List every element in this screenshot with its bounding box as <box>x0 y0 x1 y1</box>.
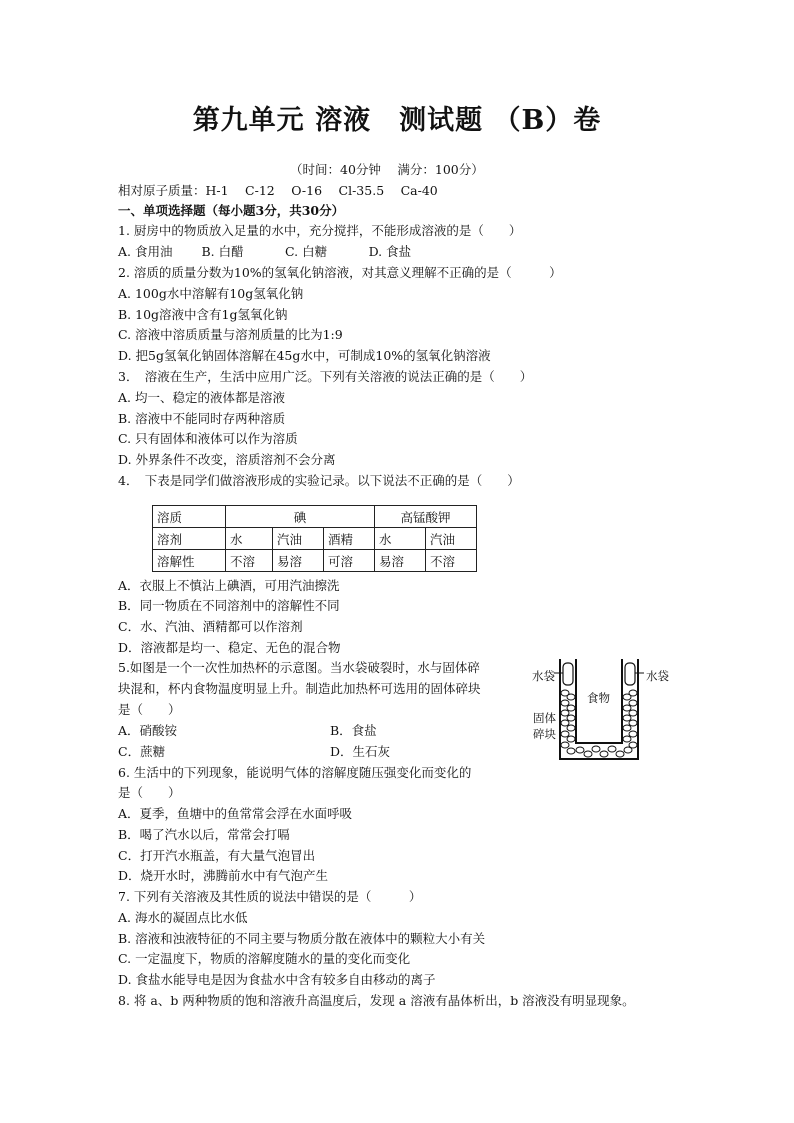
q6-option-a: A．夏季，鱼塘中的鱼常常会浮在水面呼吸 <box>118 806 353 821</box>
q5-option-c: C．蔗糖 <box>118 744 166 759</box>
page-title: 第九单元 溶液 测试题 （B）卷 <box>192 105 602 136</box>
q2-stem: 2. 溶质的质量分数为10%的氢氧化钠溶液，对其意义理解不正确的是（ ） <box>118 265 562 280</box>
figure-label-right-bag: 水袋 <box>646 669 669 683</box>
q4-option-c: C．水、汽油、酒精都可以作溶剂 <box>118 619 303 634</box>
q2-option-b: B. 10g溶液中含有1g氢氧化钠 <box>118 307 288 322</box>
figure-label-solid-1: 固体 <box>533 711 556 725</box>
q1-options: A. 食用油 B. 白醋 C. 白糖 D. 食盐 <box>118 244 412 259</box>
heating-cup-figure <box>530 655 670 765</box>
q2-option-c: C. 溶液中溶质质量与溶剂质量的比为1:9 <box>118 327 343 342</box>
q4-stem: 4． 下表是同学们做溶液形成的实验记录。以下说法不正确的是（ ） <box>118 473 520 488</box>
table-row <box>153 550 477 572</box>
q3-stem: 3． 溶液在生产，生活中应用广泛。下列有关溶液的说法正确的是（ ） <box>118 369 533 384</box>
q4-option-b: B．同一物质在不同溶剂中的溶解性不同 <box>118 598 340 613</box>
q5-stem-line2: 块混和，杯内食物温度明显上升。制造此加热杯可选用的固体碎块 <box>118 681 481 696</box>
table-row <box>153 506 477 528</box>
q4-option-a: A．衣服上不慎沾上碘酒，可用汽油擦洗 <box>118 578 340 593</box>
q8-stem: 8. 将 a、b 两种物质的饱和溶液升高温度后，发现 a 溶液有晶体析出，b 溶液没有明显现象。 <box>118 993 635 1008</box>
table-cell: 高锰酸钾 <box>375 506 477 528</box>
figure-label-solid-2: 碎块 <box>533 727 556 741</box>
atomic-mass: 相对原子质量：H-1 C-12 O-16 Cl-35.5 Ca-40 <box>118 183 438 198</box>
q3-option-c: C. 只有固体和液体可以作为溶质 <box>118 431 298 446</box>
q4-option-d: D．溶液都是均一、稳定、无色的混合物 <box>118 640 341 655</box>
table-cell: 水 <box>226 528 273 550</box>
table-cell: 可溶 <box>324 550 375 572</box>
q6-option-d: D．烧开水时，沸腾前水中有气泡产生 <box>118 868 329 883</box>
figure-label-food: 食物 <box>587 691 610 705</box>
q2-option-d: D. 把5g氢氧化钠固体溶解在45g水中，可制成10%的氢氧化钠溶液 <box>118 348 491 363</box>
table-cell: 溶剂 <box>153 528 226 550</box>
table-cell: 碘 <box>226 506 375 528</box>
section-heading: 一、单项选择题（每小题3分，共30分） <box>118 203 345 218</box>
q7-option-c: C. 一定温度下，物质的溶解度随水的量的变化而变化 <box>118 951 411 966</box>
table-cell: 溶解性 <box>153 550 226 572</box>
figure-label-left-bag: 水袋 <box>532 669 555 683</box>
q5-option-d: D．生石灰 <box>330 744 391 759</box>
table-cell: 酒精 <box>324 528 375 550</box>
q7-option-b: B. 溶液和浊液特征的不同主要与物质分散在液体中的颗粒大小有关 <box>118 931 486 946</box>
q7-option-d: D. 食盐水能导电是因为食盐水中含有较多自由移动的离子 <box>118 972 436 987</box>
exam-info: （时间：40分钟 满分：100分） <box>290 162 484 177</box>
q6-stem-line1: 6. 生活中的下列现象，能说明气体的溶解度随压强变化而变化的 <box>118 765 472 780</box>
q1-stem: 1. 厨房中的物质放入足量的水中，充分搅拌，不能形成溶液的是（ ） <box>118 223 522 238</box>
q3-option-a: A. 均一、稳定的液体都是溶液 <box>118 390 285 405</box>
table-cell: 溶质 <box>153 506 226 528</box>
q3-option-b: B. 溶液中不能同时存两种溶质 <box>118 411 286 426</box>
q2-option-a: A. 100g水中溶解有10g氢氧化钠 <box>118 286 304 301</box>
table-cell: 汽油 <box>273 528 324 550</box>
q6-option-b: B．喝了汽水以后，常常会打嗝 <box>118 827 290 842</box>
solubility-table <box>152 505 477 572</box>
q6-stem-line2: 是（ ） <box>118 785 181 800</box>
table-cell: 水 <box>375 528 426 550</box>
table-cell: 易溶 <box>273 550 324 572</box>
table-cell: 易溶 <box>375 550 426 572</box>
q6-option-c: C．打开汽水瓶盖，有大量气泡冒出 <box>118 848 316 863</box>
q7-stem: 7. 下列有关溶液及其性质的说法中错误的是（ ） <box>118 889 422 904</box>
q3-option-d: D. 外界条件不改变，溶质溶剂不会分离 <box>118 452 336 467</box>
q7-option-a: A. 海水的凝固点比水低 <box>118 910 248 925</box>
table-row <box>153 528 477 550</box>
q5-stem-line3: 是（ ） <box>118 702 181 717</box>
q5-option-a: A．硝酸铵 <box>118 723 178 738</box>
table-cell: 不溶 <box>426 550 477 572</box>
table-cell: 不溶 <box>226 550 273 572</box>
table-cell: 汽油 <box>426 528 477 550</box>
q5-stem-line1: 5.如图是一个一次性加热杯的示意图。当水袋破裂时，水与固体碎 <box>118 660 480 675</box>
q5-option-b: B．食盐 <box>330 723 377 738</box>
